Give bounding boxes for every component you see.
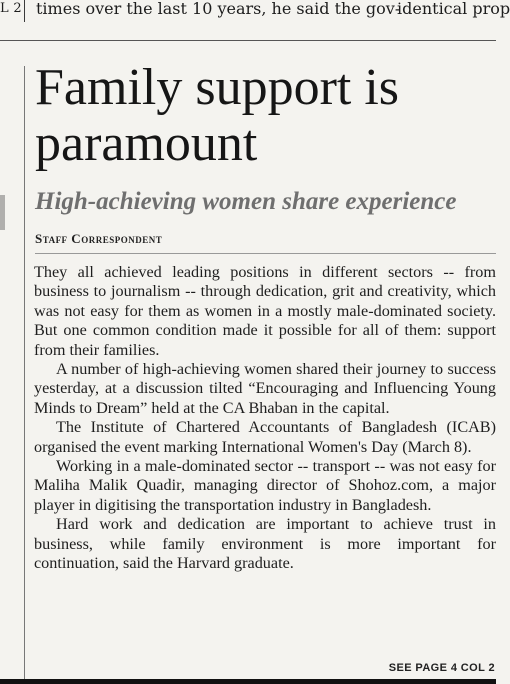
article-paragraph: Working in a male-dominated sector -- transport -- was not easy for Maliha Malik Quadir, managing director of Shohoz.com, a major player in digitising the transportation industry in Bangladesh. bbox=[34, 457, 496, 514]
section-rule bbox=[0, 40, 496, 41]
byline: Staff Correspondent bbox=[35, 231, 163, 246]
bottom-bar bbox=[0, 679, 496, 684]
previous-column-strip bbox=[0, 0, 510, 26]
byline-rule bbox=[35, 253, 496, 254]
article-paragraph: They all achieved leading positions in different sectors -- from business to journalism -- through dedication, grit and creativity, which was not easy for them as women in a mostly male-dominated society. But one common condition made it possible for all of them: support from their families. bbox=[34, 263, 496, 359]
column-divider bbox=[24, 0, 25, 22]
article-paragraph: The Institute of Chartered Accountants of Bangladesh (ICAB) organised the event marking International Women's Day (March 8). bbox=[34, 418, 496, 456]
left-column-rule bbox=[24, 66, 25, 684]
previous-column-fragment: L 2 bbox=[0, 1, 22, 16]
article-paragraph: Hard work and dedication are important to achieve trust in business, while family environment is more important for continuation, said the Harvard graduate. bbox=[34, 515, 496, 573]
article-body bbox=[34, 263, 496, 574]
previous-column-line: times over the last 10 years, he said the gov- bbox=[36, 0, 401, 18]
subheadline: High-achieving women share experience bbox=[35, 188, 457, 215]
adjacent-column-line: identical prop bbox=[397, 0, 510, 18]
article-paragraph: A number of high-achieving women shared their journey to success yesterday, at a discussion tilted “Encouraging and Influencing Young Minds to Dream” held at the CA Bhaban in the capital. bbox=[34, 360, 496, 417]
headline: Family support is paramount bbox=[35, 59, 400, 172]
left-edge-ink bbox=[0, 195, 5, 230]
continuation-note: SEE PAGE 4 COL 2 bbox=[388, 662, 495, 674]
